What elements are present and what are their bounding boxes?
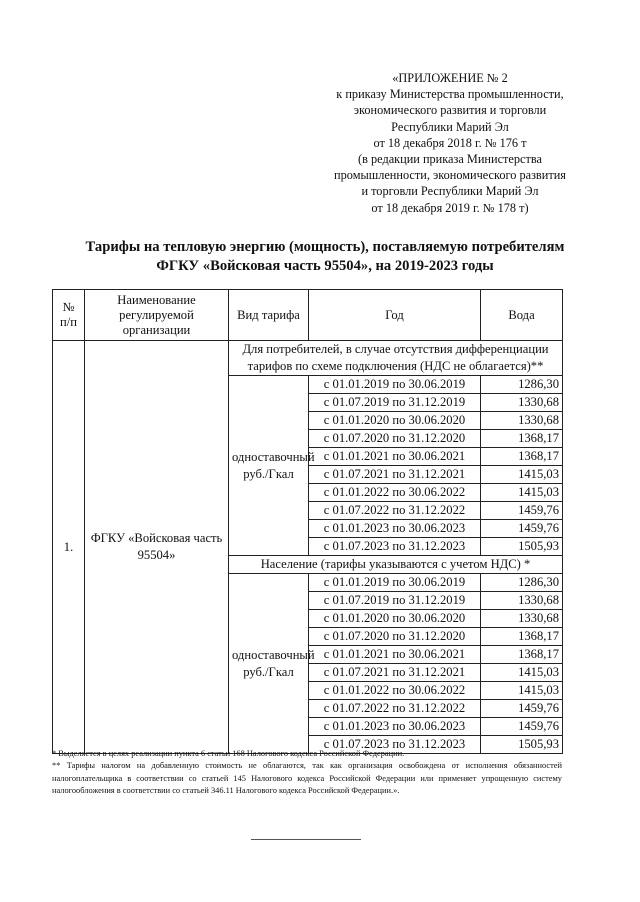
period-cell: с 01.01.2020 по 30.06.2020 <box>309 610 481 628</box>
period-cell: с 01.07.2019 по 31.12.2019 <box>309 394 481 412</box>
period-cell: с 01.01.2019 по 30.06.2019 <box>309 376 481 394</box>
tariff-type: одноставочный руб./Гкал <box>229 574 309 754</box>
period-cell: с 01.07.2020 по 31.12.2020 <box>309 430 481 448</box>
appendix-line: Республики Марий Эл <box>391 119 509 134</box>
tariff-value-cell: 1368,17 <box>481 430 563 448</box>
tariff-type: одноставочный руб./Гкал <box>229 376 309 556</box>
appendix-line: (в редакции приказа Министерства <box>358 152 542 167</box>
period-cell: с 01.07.2021 по 31.12.2021 <box>309 466 481 484</box>
period-cell: с 01.07.2019 по 31.12.2019 <box>309 592 481 610</box>
organization-name: ФГКУ «Войсковая часть 95504» <box>85 341 229 754</box>
group-label: Население (тарифы указываются с учетом НДС) * <box>229 556 563 574</box>
tariff-value-cell: 1415,03 <box>481 484 563 502</box>
footnote-1: * Выделяется в целях реализации пункта 6 статьи 168 Налогового кодекса Российской Федерации. <box>52 749 405 758</box>
footnote-2: ** Тарифы налогом на добавленную стоимость не облагаются, так как организация освобождена от исполнения обязанностей налогоплательщика в соответствии со статьей 145 Налогового кодекса Российской Федерации или применяет упрощенную систему налогообложения в соответствии со статьей 346.11 Налогового кодекса Российской Федерации.». <box>52 761 562 796</box>
header-water: Вода <box>481 290 563 341</box>
period-cell: с 01.01.2021 по 30.06.2021 <box>309 646 481 664</box>
header-type: Вид тарифа <box>229 290 309 341</box>
tariff-value-cell: 1459,76 <box>481 700 563 718</box>
appendix-line: «ПРИЛОЖЕНИЕ № 2 <box>392 71 508 85</box>
period-cell: с 01.01.2019 по 30.06.2019 <box>309 574 481 592</box>
tariff-value-cell: 1505,93 <box>481 538 563 556</box>
tariff-value-cell: 1415,03 <box>481 466 563 484</box>
group-label-row <box>53 341 563 376</box>
tariff-value-cell: 1286,30 <box>481 574 563 592</box>
period-cell: с 01.01.2022 по 30.06.2022 <box>309 484 481 502</box>
tariff-value-cell: 1330,68 <box>481 412 563 430</box>
period-cell: с 01.01.2023 по 30.06.2023 <box>309 718 481 736</box>
tariff-value-cell: 1415,03 <box>481 682 563 700</box>
tariff-value-cell: 1459,76 <box>481 520 563 538</box>
period-cell: с 01.01.2023 по 30.06.2023 <box>309 520 481 538</box>
appendix-header <box>300 70 600 216</box>
tariff-value-cell: 1330,68 <box>481 394 563 412</box>
table-header-row <box>53 290 563 341</box>
tariff-value-cell: 1368,17 <box>481 448 563 466</box>
tariff-value-cell: 1330,68 <box>481 610 563 628</box>
appendix-line: от 18 декабря 2019 г. № 178 т) <box>371 200 529 215</box>
document-title <box>20 238 630 276</box>
tariff-value-cell: 1505,93 <box>481 736 563 754</box>
period-cell: с 01.07.2020 по 31.12.2020 <box>309 628 481 646</box>
period-cell: с 01.01.2021 по 30.06.2021 <box>309 448 481 466</box>
footnotes <box>52 748 562 798</box>
header-org: Наименование регулируемой организации <box>85 290 229 341</box>
tariff-value-cell: 1459,76 <box>481 718 563 736</box>
table-body <box>53 341 563 754</box>
tariff-value-cell: 1368,17 <box>481 646 563 664</box>
period-cell: с 01.07.2022 по 31.12.2022 <box>309 502 481 520</box>
header-num: № п/п <box>53 290 85 341</box>
tariff-value-cell: 1286,30 <box>481 376 563 394</box>
title-line-2: ФГКУ «Войсковая часть 95504», на 2019-2023 годы <box>156 258 494 274</box>
period-cell: с 01.07.2023 по 31.12.2023 <box>309 736 481 754</box>
period-cell: с 01.01.2020 по 30.06.2020 <box>309 412 481 430</box>
period-cell: с 01.07.2022 по 31.12.2022 <box>309 700 481 718</box>
separator-line <box>251 839 361 840</box>
tariff-value-cell: 1368,17 <box>481 628 563 646</box>
period-cell: с 01.07.2021 по 31.12.2021 <box>309 664 481 682</box>
tariff-value-cell: 1459,76 <box>481 502 563 520</box>
appendix-line: промышленности, экономического развития <box>334 168 566 183</box>
tariff-table <box>52 289 563 754</box>
tariff-value-cell: 1330,68 <box>481 592 563 610</box>
title-line-1: Тарифы на тепловую энергию (мощность), поставляемую потребителям <box>85 239 565 255</box>
appendix-line: экономического развития и торговли <box>353 103 547 118</box>
appendix-line: от 18 декабря 2018 г. № 176 т <box>373 135 527 150</box>
period-cell: с 01.07.2023 по 31.12.2023 <box>309 538 481 556</box>
group-label: Для потребителей, в случае отсутствия дифференциации тарифов по схеме подключения (НДС не облагается)** <box>229 341 563 376</box>
header-year: Год <box>309 290 481 341</box>
appendix-line: к приказу Министерства промышленности, <box>336 87 564 102</box>
tariff-value-cell: 1415,03 <box>481 664 563 682</box>
period-cell: с 01.01.2022 по 30.06.2022 <box>309 682 481 700</box>
row-number: 1. <box>53 341 85 754</box>
appendix-line: и торговли Республики Марий Эл <box>361 184 539 199</box>
